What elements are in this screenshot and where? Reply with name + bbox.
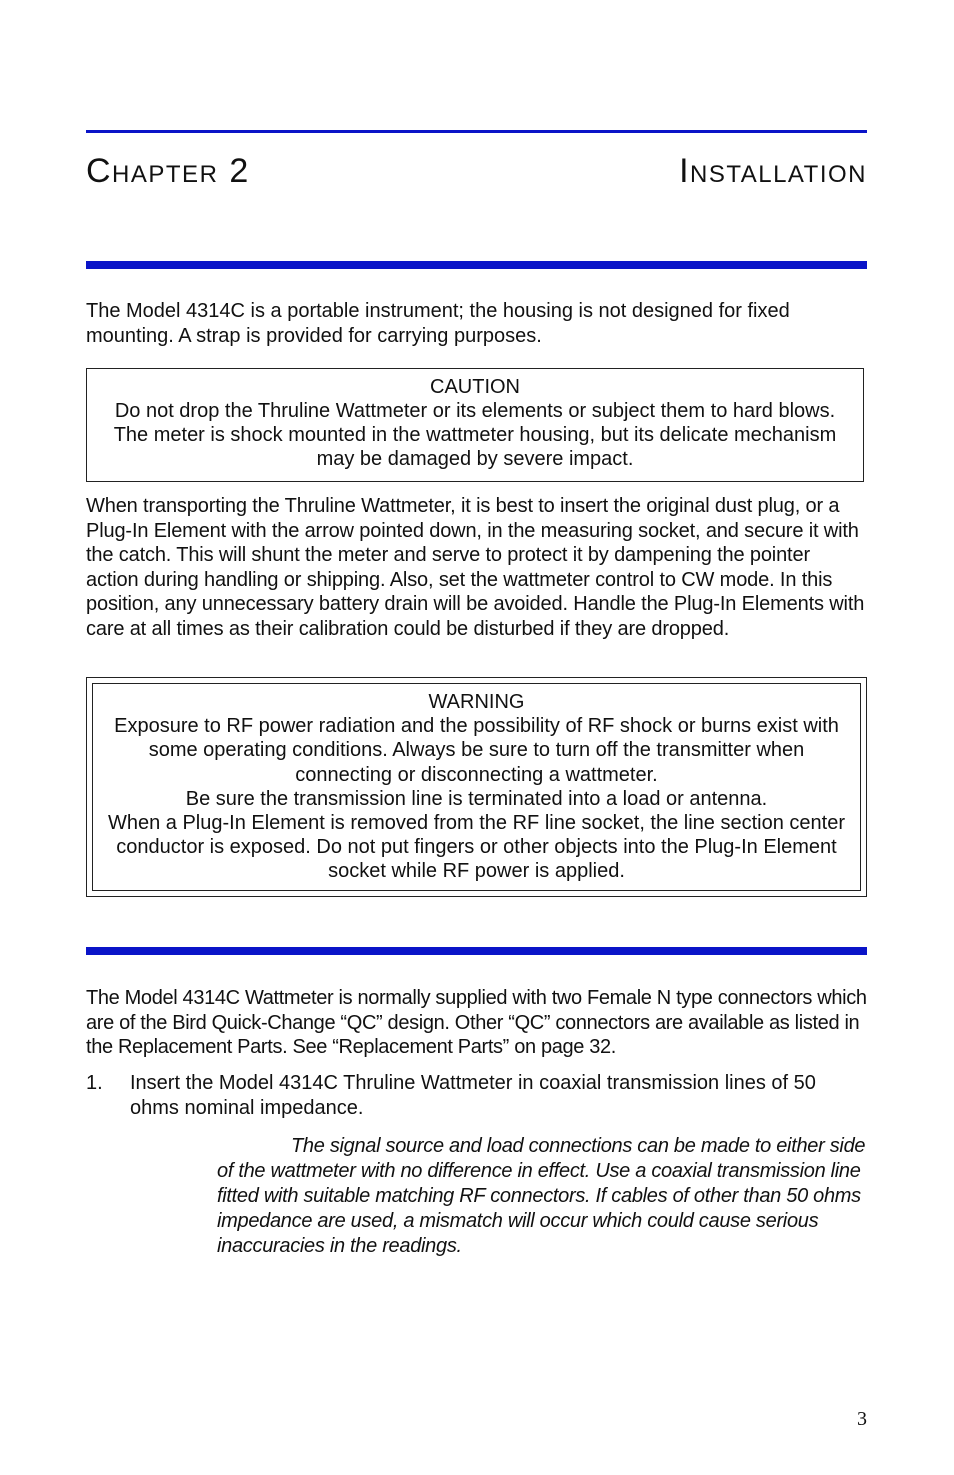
caution-body: Do not drop the Thruline Wattmeter or its elements or subject them to hard blows. The meter is shock mounted in the wattmeter housing, but its delicate mechanism may be damaged by severe impact. xyxy=(113,400,837,470)
chapter-label: Chapter 2 xyxy=(86,152,250,190)
warning-line-1: Exposure to RF power radiation and the possibility of RF shock or burns exist with some operating conditions. Always be sure to turn off the transmitter when connecting or disconnecting a wattmeter. xyxy=(114,715,839,786)
header-rule xyxy=(86,130,867,133)
page-number: 3 xyxy=(857,1408,867,1430)
note-text: The signal source and load connections can be made to either side of the wattmeter with no difference in effect. Use a coaxial transmission line fitted with suitable matching RF connectors. If cables of other than 50 ohms impedance are used, a mismatch will occur which could cause serious inaccuracies in the readings. xyxy=(217,1135,866,1257)
intro-paragraph: The Model 4314C is a portable instrument; the housing is not designed for fixed mounting. A strap is provided for carrying purposes. xyxy=(86,300,790,347)
caution-box xyxy=(86,368,864,482)
connectors-paragraph: The Model 4314C Wattmeter is normally supplied with two Female N type connectors which are of the Bird Quick-Change “QC” design. Other “QC” connectors are available as listed in the Replacement Parts. See “Replacement Parts” on page 32. xyxy=(86,987,867,1058)
warning-heading: WARNING xyxy=(428,691,525,713)
section-rule-unpacking xyxy=(86,261,867,269)
step-number: 1. xyxy=(86,1072,103,1094)
warning-inner-frame xyxy=(92,683,861,891)
section-rule-connections xyxy=(86,947,867,955)
warning-line-3: When a Plug-In Element is removed from the RF line socket, the line section center conductor is exposed. Do not put fingers or other objects into the Plug-In Element socket while RF power is applied. xyxy=(107,812,845,883)
caution-heading: CAUTION xyxy=(430,376,520,398)
step-text: Insert the Model 4314C Thruline Wattmeter in coaxial transmission lines of 50 ohms nominal impedance. xyxy=(130,1072,816,1119)
chapter-header xyxy=(86,148,867,194)
transport-paragraph: When transporting the Thruline Wattmeter, it is best to insert the original dust plug, or a Plug-In Element with the arrow pointed down, in the measuring socket, and secure it with the catch. This will shunt the meter and serve to protect it by dampening the pointer action during handling or shipping. Also, set the wattmeter control to CW mode. In this position, any unnecessary battery drain will be avoided. Handle the Plug-In Elements with care at all times as their calibration could be disturbed if they are dropped. xyxy=(86,495,865,640)
warning-box xyxy=(86,677,867,897)
warning-line-2: Be sure the transmission line is terminated into a load or antenna. xyxy=(185,787,768,810)
chapter-title: Installation xyxy=(679,152,867,190)
